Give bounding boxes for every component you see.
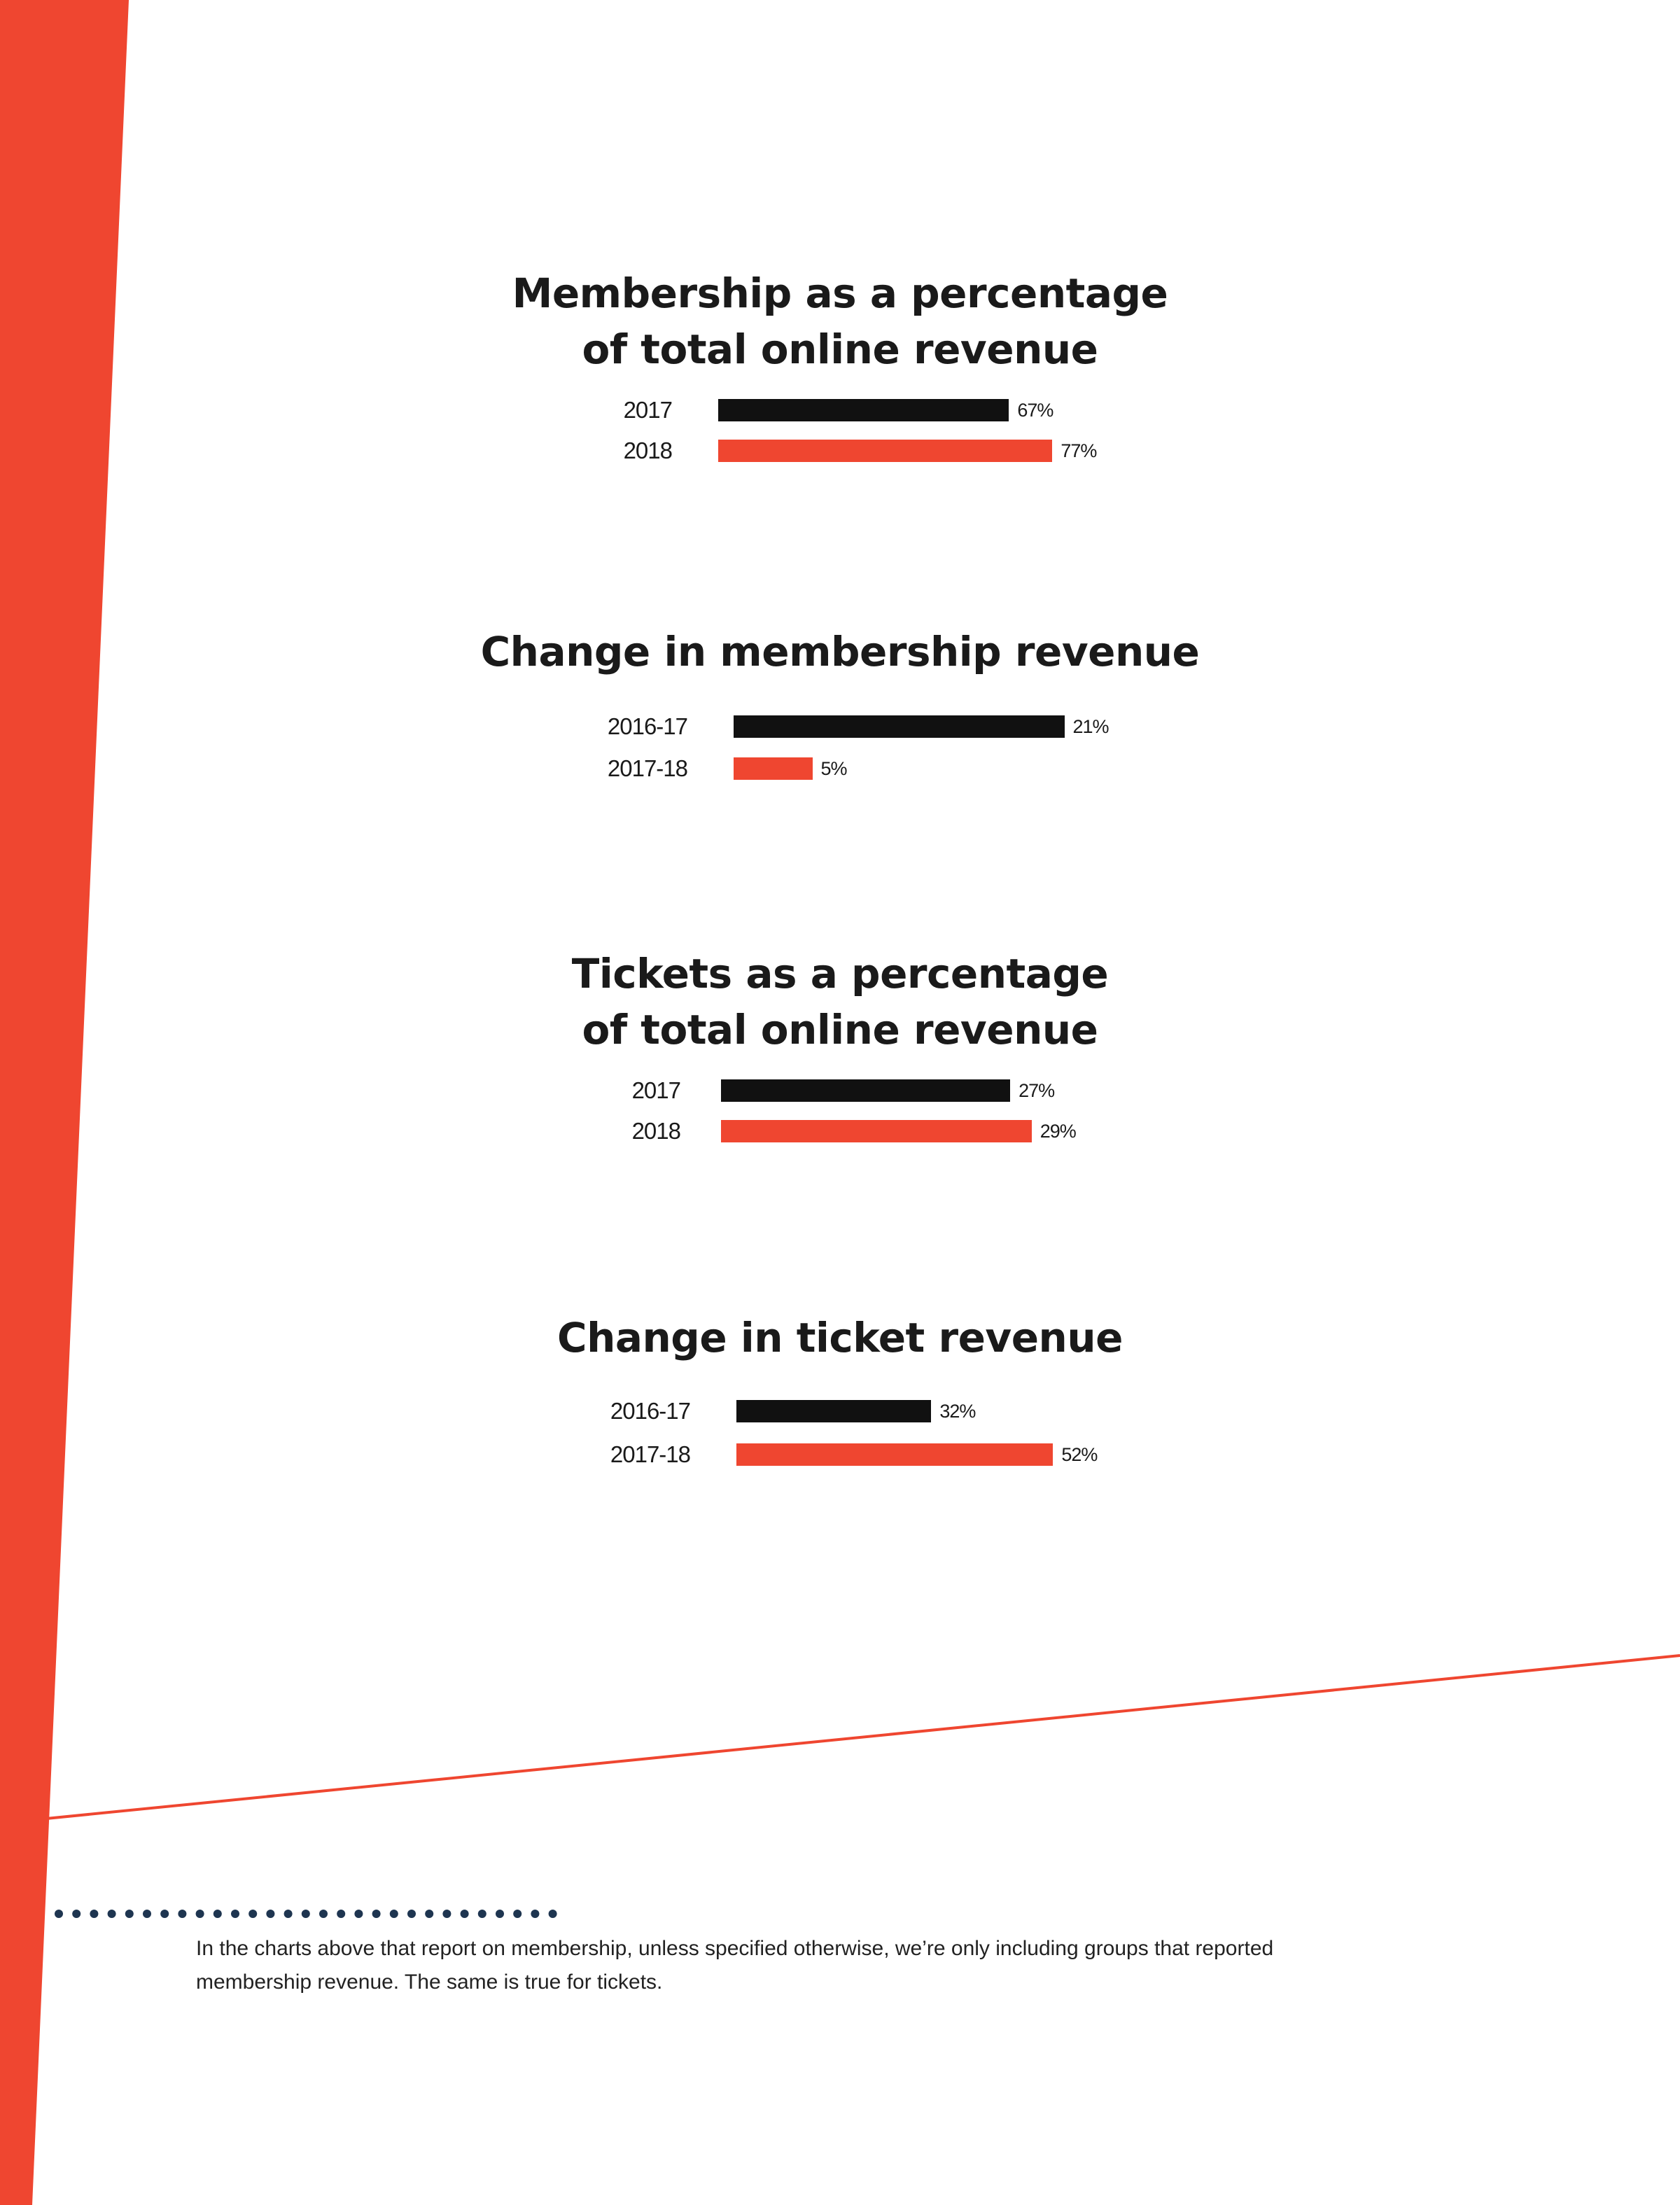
separator-dot	[55, 1910, 63, 1918]
value-label: 29%	[1040, 1121, 1076, 1142]
value-label: 67%	[1017, 400, 1054, 421]
footnote	[196, 1932, 1526, 1999]
bar-row-2016-17	[0, 713, 1680, 741]
separator-dot	[248, 1910, 257, 1918]
separator-dot	[143, 1910, 151, 1918]
separator-dot	[478, 1910, 486, 1918]
separator-dot	[90, 1910, 98, 1918]
value-label: 21%	[1072, 716, 1109, 737]
chart-title: Change in ticket revenue	[557, 1314, 1123, 1362]
bar-2017	[721, 1079, 1010, 1102]
chart-title: Change in membership revenue	[480, 628, 1200, 676]
separator-dot	[302, 1910, 310, 1918]
footnote-line-1: In the charts above that report on membership, unless specified otherwise, we’re only including groups that reported	[196, 1937, 1274, 1960]
separator-dot	[266, 1910, 274, 1918]
separator-dot	[160, 1910, 169, 1918]
separator-dot	[354, 1910, 363, 1918]
separator-dot	[372, 1910, 381, 1918]
separator-dot	[72, 1910, 80, 1918]
chart-title-line-1: Tickets as a percentage	[571, 950, 1109, 997]
separator-dot	[108, 1910, 116, 1918]
value-label: 27%	[1018, 1080, 1055, 1101]
category-label: 2017	[631, 1077, 680, 1103]
bar-row-2016-17	[0, 1397, 1680, 1425]
separator-dot	[425, 1910, 433, 1918]
category-label: 2018	[631, 1118, 680, 1144]
bar-2018	[721, 1120, 1032, 1142]
bar-2016-17	[736, 1400, 931, 1422]
chart-title-line-1: Membership as a percentage	[512, 270, 1168, 317]
separator-dot	[390, 1910, 398, 1918]
category-label: 2017	[623, 397, 672, 423]
category-label: 2016-17	[607, 713, 687, 739]
chart-title-line-2: of total online revenue	[582, 326, 1098, 373]
category-label: 2017-18	[607, 755, 687, 781]
separator-dot	[531, 1910, 539, 1918]
bar-2017-18	[736, 1443, 1053, 1466]
category-label: 2017-18	[610, 1441, 690, 1467]
bar-2018	[718, 440, 1052, 462]
bar-row-2017	[0, 396, 1680, 424]
separator-dot	[461, 1910, 469, 1918]
separator-dot	[442, 1910, 451, 1918]
diagonal-divider-line	[46, 1656, 1680, 1819]
separator-dot	[513, 1910, 522, 1918]
bar-2016-17	[734, 715, 1065, 738]
bar-2017-18	[734, 757, 813, 780]
value-label: 5%	[820, 758, 847, 779]
separator-dot	[284, 1910, 293, 1918]
dotted-separator	[55, 1910, 557, 1918]
bar-row-2017-18	[0, 1441, 1680, 1469]
separator-dot	[337, 1910, 345, 1918]
bar-row-2017-18	[0, 755, 1680, 783]
separator-dot	[125, 1910, 134, 1918]
separator-dot	[319, 1910, 328, 1918]
value-label: 77%	[1060, 440, 1097, 461]
value-label: 32%	[939, 1401, 976, 1422]
chart-title-line-2: of total online revenue	[582, 1006, 1098, 1054]
separator-dot	[178, 1910, 186, 1918]
bar-row-2017	[0, 1077, 1680, 1105]
separator-dot	[407, 1910, 416, 1918]
separator-dot	[549, 1910, 557, 1918]
separator-dot	[214, 1910, 222, 1918]
bar-row-2018	[0, 1117, 1680, 1145]
separator-dot	[231, 1910, 239, 1918]
category-label: 2016-17	[610, 1398, 690, 1424]
footnote-line-2: membership revenue. The same is true for tickets.	[196, 1970, 663, 1994]
bar-row-2018	[0, 437, 1680, 465]
category-label: 2018	[623, 438, 672, 463]
separator-dot	[496, 1910, 504, 1918]
separator-dot	[196, 1910, 204, 1918]
value-label: 52%	[1061, 1444, 1098, 1465]
bar-2017	[718, 399, 1009, 421]
